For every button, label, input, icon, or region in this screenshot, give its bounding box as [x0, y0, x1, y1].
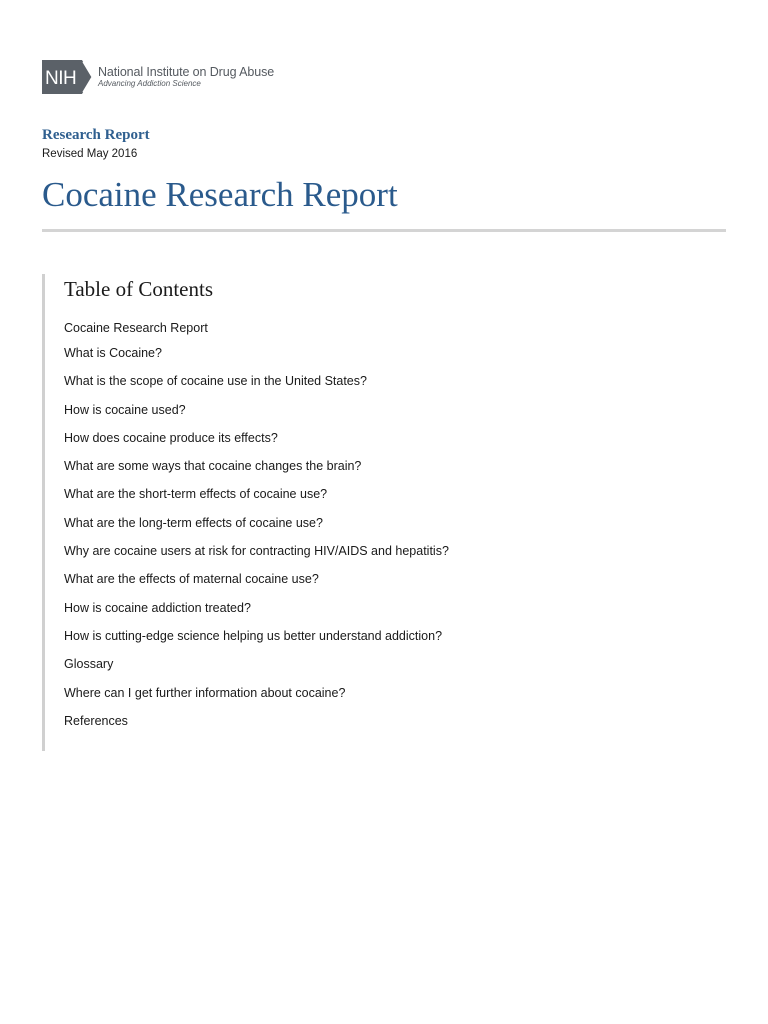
logo-wordmark: [98, 65, 274, 89]
toc-heading: Table of Contents: [64, 277, 213, 301]
toc-item[interactable]: References: [64, 713, 128, 728]
nih-logo-mark: [42, 60, 94, 94]
toc-item[interactable]: How does cocaine produce its effects?: [64, 430, 278, 445]
toc-item[interactable]: What is the scope of cocaine use in the United States?: [64, 374, 367, 389]
toc-item[interactable]: How is cutting-edge science helping us better understand addiction?: [64, 628, 443, 643]
toc-item[interactable]: What are the long-term effects of cocaine use?: [64, 515, 323, 530]
toc-item[interactable]: Where can I get further information about cocaine?: [64, 685, 346, 700]
toc-list: [64, 320, 449, 729]
toc-item[interactable]: Cocaine Research Report: [64, 321, 208, 335]
title-divider: [42, 229, 726, 232]
toc-item[interactable]: How is cocaine addiction treated?: [64, 600, 251, 615]
table-of-contents: [42, 274, 605, 751]
toc-item[interactable]: Glossary: [64, 657, 114, 672]
toc-item[interactable]: What are the effects of maternal cocaine use?: [64, 572, 319, 587]
logo-tagline: Advancing Addiction Science: [98, 79, 201, 88]
nih-logo-text: NIH: [45, 68, 77, 89]
toc-item[interactable]: What are the short-term effects of cocaine use?: [64, 487, 328, 502]
toc-item[interactable]: Why are cocaine users at risk for contracting HIV/AIDS and hepatitis?: [64, 544, 449, 559]
toc-item[interactable]: What are some ways that cocaine changes the brain?: [64, 459, 362, 474]
toc-item[interactable]: How is cocaine used?: [64, 402, 186, 417]
toc-item[interactable]: What is Cocaine?: [64, 346, 162, 360]
page-title: Cocaine Research Report: [42, 175, 398, 214]
report-type-label: Research Report: [42, 127, 150, 143]
logo-org-name: National Institute on Drug Abuse: [98, 65, 275, 79]
revision-date: Revised May 2016: [42, 148, 138, 160]
nida-logo[interactable]: [42, 60, 274, 94]
